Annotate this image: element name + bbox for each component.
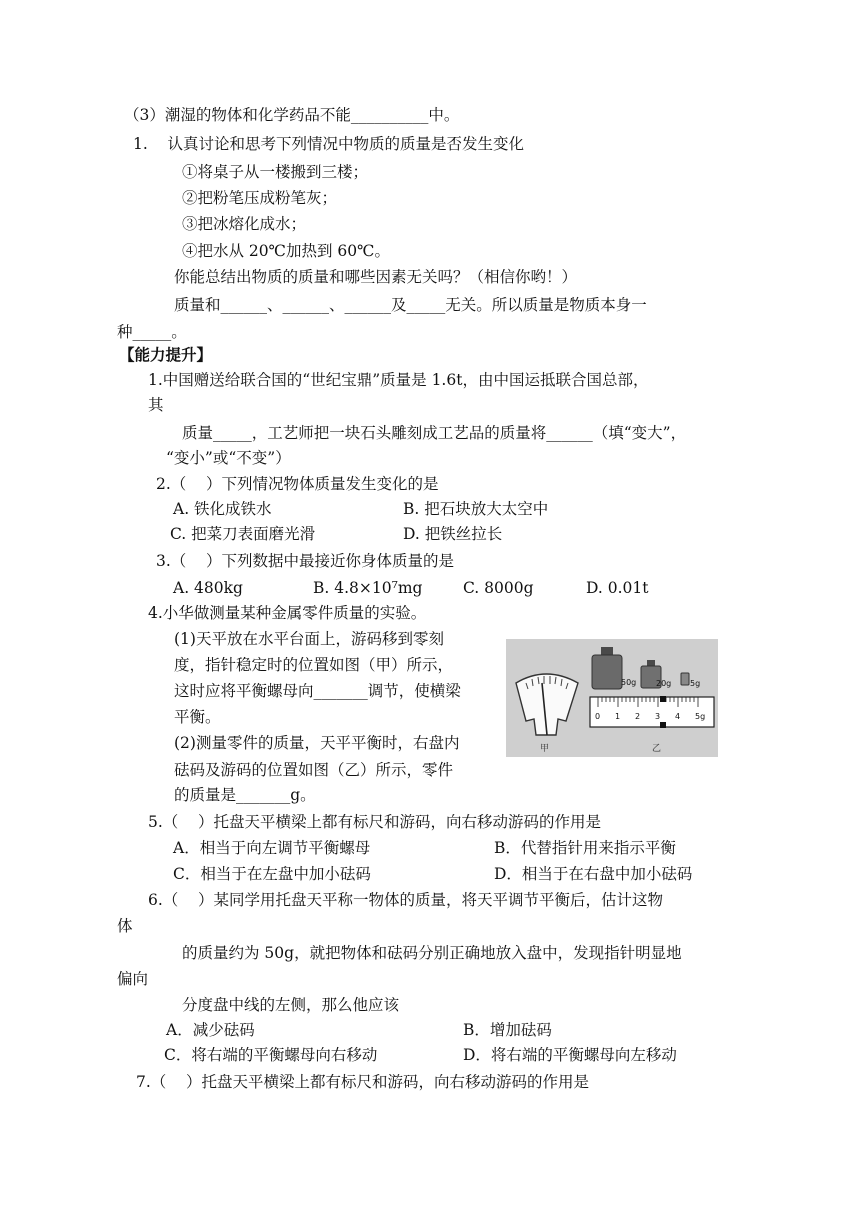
q3-option-c: C. 8000g — [463, 579, 534, 597]
q5-option-b: B．代替指针用来指示平衡 — [494, 839, 676, 857]
q4-stem: 4.小华做测量某种金属零件质量的实验。 — [148, 604, 427, 622]
weight-50g-icon — [592, 647, 622, 689]
caption-yi: 乙 — [652, 744, 662, 754]
q1-line-2: 其 — [148, 396, 164, 414]
weight-20g-label: 20g — [656, 679, 672, 688]
q5-option-c: C．相当于在左盘中加小砝码 — [173, 865, 371, 883]
weight-5g-icon — [681, 673, 689, 685]
q5-stem: 5.（ ）托盘天平横梁上都有标尺和游码，向右移动游码的作用是 — [148, 813, 601, 831]
q6-line-5: 分度盘中线的左侧，那么他应该 — [182, 996, 400, 1014]
line-1: （3）潮湿的物体和化学药品不能__________中。 — [124, 106, 460, 124]
q4-part2-line-3: 的质量是_______g。 — [174, 786, 316, 804]
q4-part1-line-3: 这时应将平衡螺母向_______调节，使横梁 — [174, 682, 461, 700]
q6-option-b: B．增加砝码 — [463, 1021, 552, 1039]
q1-line-3: 质量_____，工艺师把一块石头雕刻成工艺品的质量将______（填“变大”， — [182, 424, 687, 442]
summary-question: 你能总结出物质的质量和哪些因素无关吗？（相信你哟！） — [174, 268, 578, 286]
summary-fill-2: 种_____。 — [117, 323, 187, 341]
q7-stem: 7.（ ）托盘天平横梁上都有标尺和游码，向右移动游码的作用是 — [136, 1073, 589, 1091]
ruler-tick-3: 3 — [655, 712, 661, 721]
rider-top-marker — [660, 696, 666, 702]
q6-option-a: A．减少砝码 — [166, 1021, 255, 1039]
q3-option-b: B. 4.8×10⁷mg — [313, 579, 423, 597]
balance-figure — [506, 639, 718, 757]
pointer-dial-icon — [516, 674, 578, 735]
weight-50g-label: 50g — [621, 678, 637, 687]
q1-line-4: “变小”或“不变”） — [166, 449, 291, 467]
question-1-title: 1. 认真讨论和思考下列情况中物质的质量是否发生变化 — [133, 135, 524, 153]
q2-option-c: C. 把菜刀表面磨光滑 — [170, 525, 316, 543]
q2-option-a: A. 铁化成铁水 — [173, 500, 272, 518]
q6-line-3: 的质量约为 50g，就把物体和砝码分别正确地放入盘中，发现指针明显地 — [182, 944, 682, 962]
case-2: ②把粉笔压成粉笔灰； — [182, 189, 338, 207]
q2-stem: 2.（ ）下列情况物体质量发生变化的是 — [156, 475, 439, 493]
ruler-tick-2: 2 — [635, 712, 641, 721]
ruler-tick-1: 1 — [615, 712, 621, 721]
q1-line-1: 1.中国赠送给联合国的“世纪宝鼎”质量是 1.6t，由中国运抵联合国总部， — [148, 371, 649, 389]
q5-option-a: A．相当于向左调节平衡螺母 — [173, 839, 371, 857]
case-1: ①将桌子从一楼搬到三楼； — [182, 163, 369, 181]
q2-option-b: B. 把石块放大太空中 — [403, 500, 549, 518]
q6-option-d: D．将右端的平衡螺母向左移动 — [463, 1046, 677, 1064]
q4-part1-line-4: 平衡。 — [174, 708, 221, 726]
rider-bottom-marker — [660, 722, 666, 728]
q6-option-c: C．将右端的平衡螺母向右移动 — [164, 1046, 378, 1064]
ruler-tick-0: 0 — [595, 712, 601, 721]
q4-part1-line-1: (1)天平放在水平台面上，游码移到零刻 — [174, 630, 444, 648]
q5-option-d: D．相当于在右盘中加小砝码 — [494, 865, 693, 883]
q6-line-4: 偏向 — [117, 970, 149, 988]
case-3: ③把冰熔化成水； — [182, 215, 307, 233]
balance-figure-svg — [506, 639, 718, 757]
q6-line-1: 6.（ ）某同学用托盘天平称一物体的质量，将天平调节平衡后，估计这物 — [148, 891, 663, 909]
weight-5g-label: 5g — [690, 679, 701, 688]
q4-part1-line-2: 度，指针稳定时的位置如图（甲）所示， — [174, 656, 454, 674]
q3-option-a: A. 480kg — [173, 579, 243, 597]
q6-line-2: 体 — [117, 917, 133, 935]
q4-part2-line-2: 砝码及游码的位置如图（乙）所示，零件 — [174, 761, 454, 779]
q3-stem: 3.（ ）下列数据中最接近你身体质量的是 — [156, 552, 454, 570]
ruler-tick-4: 4 — [675, 712, 681, 721]
q2-option-d: D. 把铁丝拉长 — [403, 525, 503, 543]
q4-part2-line-1: (2)测量零件的质量，天平平衡时，右盘内 — [174, 734, 460, 752]
section-heading: 【能力提升】 — [119, 346, 213, 364]
q3-option-d: D. 0.01t — [586, 579, 649, 597]
ruler-tick-5g: 5g — [695, 712, 706, 721]
case-4: ④把水从 20℃加热到 60℃。 — [182, 242, 390, 260]
caption-jia: 甲 — [540, 744, 550, 754]
summary-fill-1: 质量和______、______、______及_____无关。所以质量是物质本身一 — [174, 296, 647, 314]
